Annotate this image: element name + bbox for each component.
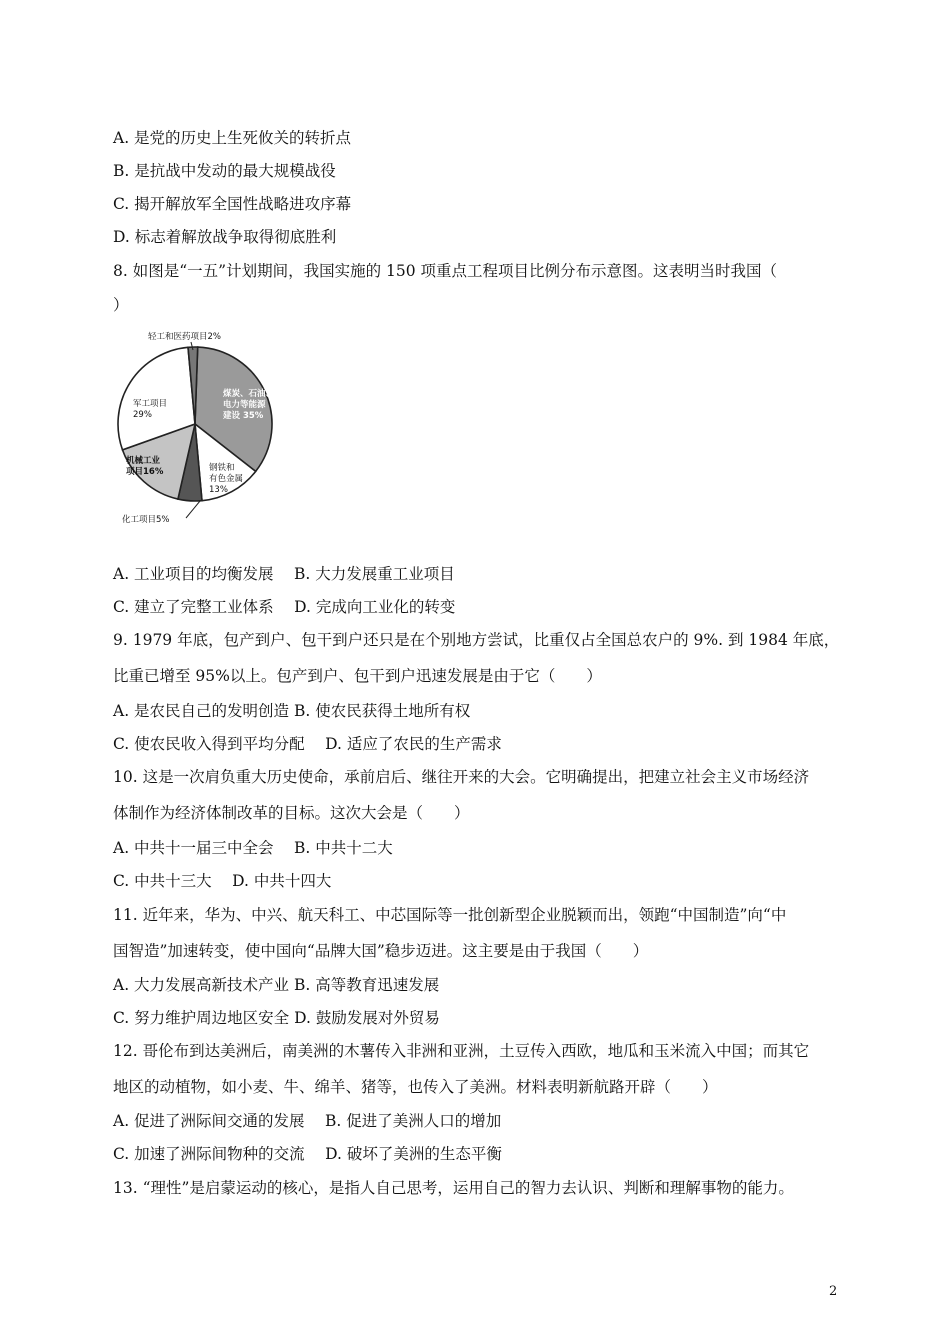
option-line: C. 揭开解放军全国性战略进攻序幕 xyxy=(113,195,352,213)
option-line: A. 工业项目的均衡发展 B. 大力发展重工业项目 xyxy=(113,565,455,583)
question-stem: 13. “理性”是启蒙运动的核心，是指人自己思考，运用自己的智力去认识、判断和理解事物的能力。 xyxy=(113,1179,794,1197)
option-line: A. 是农民自己的发明创造 B. 使农民获得土地所有权 xyxy=(113,702,471,720)
pie-slice-label: 煤炭、石油、电力等能源建设 35% xyxy=(223,389,275,421)
question-stem: 8. 如图是“一五”计划期间，我国实施的 150 项重点工程项目比例分布示意图。这表明当时我国（ xyxy=(113,262,778,280)
option-line: A. 中共十一届三中全会 B. 中共十二大 xyxy=(113,839,393,857)
leader-line xyxy=(186,501,200,518)
option-line: B. 是抗战中发动的最大规模战役 xyxy=(113,162,336,180)
question-stem: 12. 哥伦布到达美洲后，南美洲的木薯传入非洲和亚洲，土豆传入西欧，地瓜和玉米流入中国；而其它 xyxy=(113,1042,810,1060)
pie-chart xyxy=(108,326,283,526)
pie-slice-label: 轻工和医药项目2% xyxy=(148,332,221,342)
question-stem: 国智造”加速转变，使中国向“品牌大国”稳步迈进。这主要是由于我国（ ） xyxy=(113,942,649,960)
pie-slice-label: 军工项目 29% xyxy=(133,399,168,420)
page-number: 2 xyxy=(829,1284,838,1299)
question-stem: 9. 1979 年底，包产到户、包干到户还只是在个别地方尝试，比重仅占全国总农户的 9%. 到 1984 年底， xyxy=(113,631,840,649)
option-line: C. 使农民收入得到平均分配 D. 适应了农民的生产需求 xyxy=(113,735,502,753)
option-line: A. 是党的历史上生死攸关的转折点 xyxy=(113,129,352,147)
option-line: C. 努力维护周边地区安全 D. 鼓励发展对外贸易 xyxy=(113,1009,440,1027)
option-line: A. 促进了洲际间交通的发展 B. 促进了美洲人口的增加 xyxy=(113,1112,502,1130)
option-line: A. 大力发展高新技术产业 B. 高等教育迅速发展 xyxy=(113,976,440,994)
option-line: D. 标志着解放战争取得彻底胜利 xyxy=(113,228,337,246)
option-line: C. 中共十三大 D. 中共十四大 xyxy=(113,872,332,890)
question-stem: 11. 近年来，华为、中兴、航天科工、中芯国际等一批创新型企业脱颖而出，领跑“中国制造”向“中 xyxy=(113,906,787,924)
pie-slice-label: 化工项目5% xyxy=(122,515,170,525)
question-stem: 10. 这是一次肩负重大历史使命，承前启后、继往开来的大会。它明确提出，把建立社会主义市场经济 xyxy=(113,768,810,786)
option-line: C. 建立了完整工业体系 D. 完成向工业化的转变 xyxy=(113,598,456,616)
pie-slice-label: 钢铁和有色金属 13% xyxy=(209,463,244,495)
question-stem: 体制作为经济体制改革的目标。这次大会是（ ） xyxy=(113,804,470,822)
option-line: C. 加速了洲际间物种的交流 D. 破坏了美洲的生态平衡 xyxy=(113,1145,502,1163)
question-stem: 地区的动植物，如小麦、牛、绵羊、猪等，也传入了美洲。材料表明新航路开辟（ ） xyxy=(113,1078,718,1096)
question-stem: 比重已增至 95%以上。包产到户、包干到户迅速发展是由于它（ ） xyxy=(113,667,602,685)
question-stem: ） xyxy=(113,296,129,314)
pie-slice-label: 机械工业项目16% xyxy=(126,456,164,477)
